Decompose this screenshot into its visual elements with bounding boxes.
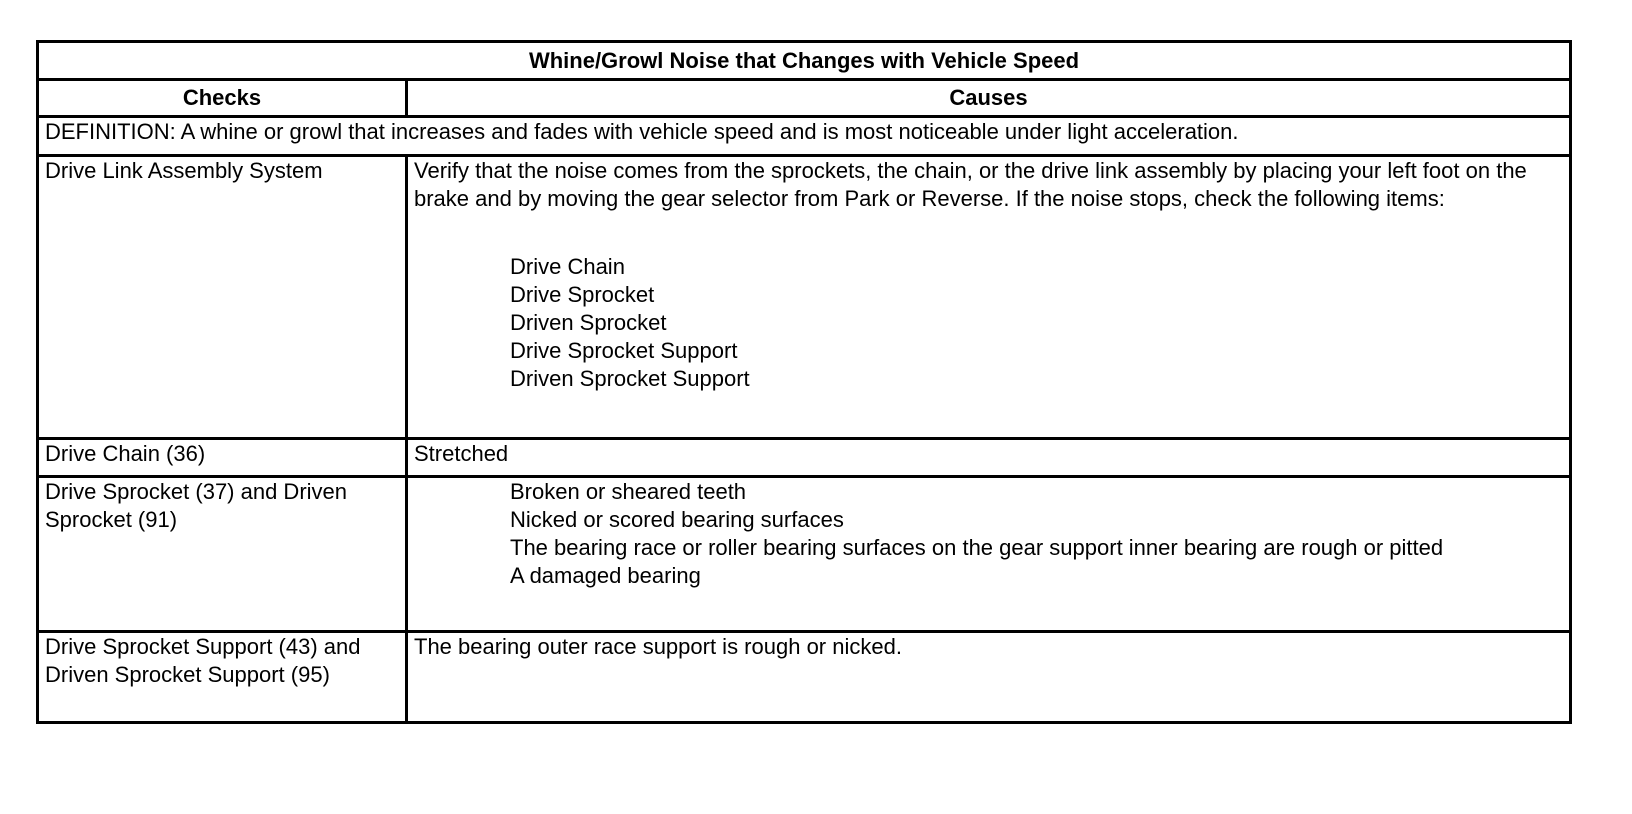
list-item: Nicked or scored bearing surfaces bbox=[510, 507, 844, 532]
list-item: Broken or sheared teeth bbox=[510, 479, 747, 504]
table-row bbox=[38, 632, 1571, 723]
list-item: Driven Sprocket bbox=[510, 310, 667, 335]
check-cell: Drive Chain (36) bbox=[38, 439, 407, 477]
list-item: Driven Sprocket Support bbox=[510, 366, 750, 391]
list-item: Drive Sprocket Support bbox=[510, 338, 738, 363]
cause-list bbox=[414, 478, 1563, 590]
cause-cell bbox=[407, 477, 1571, 632]
list-item: Drive Chain bbox=[510, 254, 625, 279]
cause-text: Verify that the noise comes from the sprockets, the chain, or the drive link assembly by placing your left foot on the brake and by moving the gear selector from Park or Reverse. If the noise stops, check the following items: bbox=[414, 158, 1527, 211]
list-item: The bearing race or roller bearing surfaces on the gear support inner bearing are rough or pitted bbox=[510, 535, 1444, 560]
check-cell: Drive Sprocket Support (43) and Driven Sprocket Support (95) bbox=[38, 632, 407, 723]
list-item: Drive Sprocket bbox=[510, 282, 655, 307]
column-header-causes: Causes bbox=[407, 80, 1571, 117]
definition-text: DEFINITION: A whine or growl that increases and fades with vehicle speed and is most noticeable under light acceleration. bbox=[38, 117, 1571, 156]
table-row bbox=[38, 477, 1571, 632]
table-row bbox=[38, 439, 1571, 477]
cause-cell: The bearing outer race support is rough or nicked. bbox=[407, 632, 1571, 723]
list-item: A damaged bearing bbox=[510, 563, 701, 588]
check-cell: Drive Link Assembly System bbox=[38, 156, 407, 439]
table-row bbox=[38, 156, 1571, 439]
table-title: Whine/Growl Noise that Changes with Vehicle Speed bbox=[38, 42, 1571, 80]
cause-cell: Stretched bbox=[407, 439, 1571, 477]
check-cell: Drive Sprocket (37) and Driven Sprocket (91) bbox=[38, 477, 407, 632]
column-header-checks: Checks bbox=[38, 80, 407, 117]
cause-list bbox=[414, 253, 1563, 393]
cause-cell bbox=[407, 156, 1571, 439]
diagnostic-table bbox=[36, 40, 1572, 724]
